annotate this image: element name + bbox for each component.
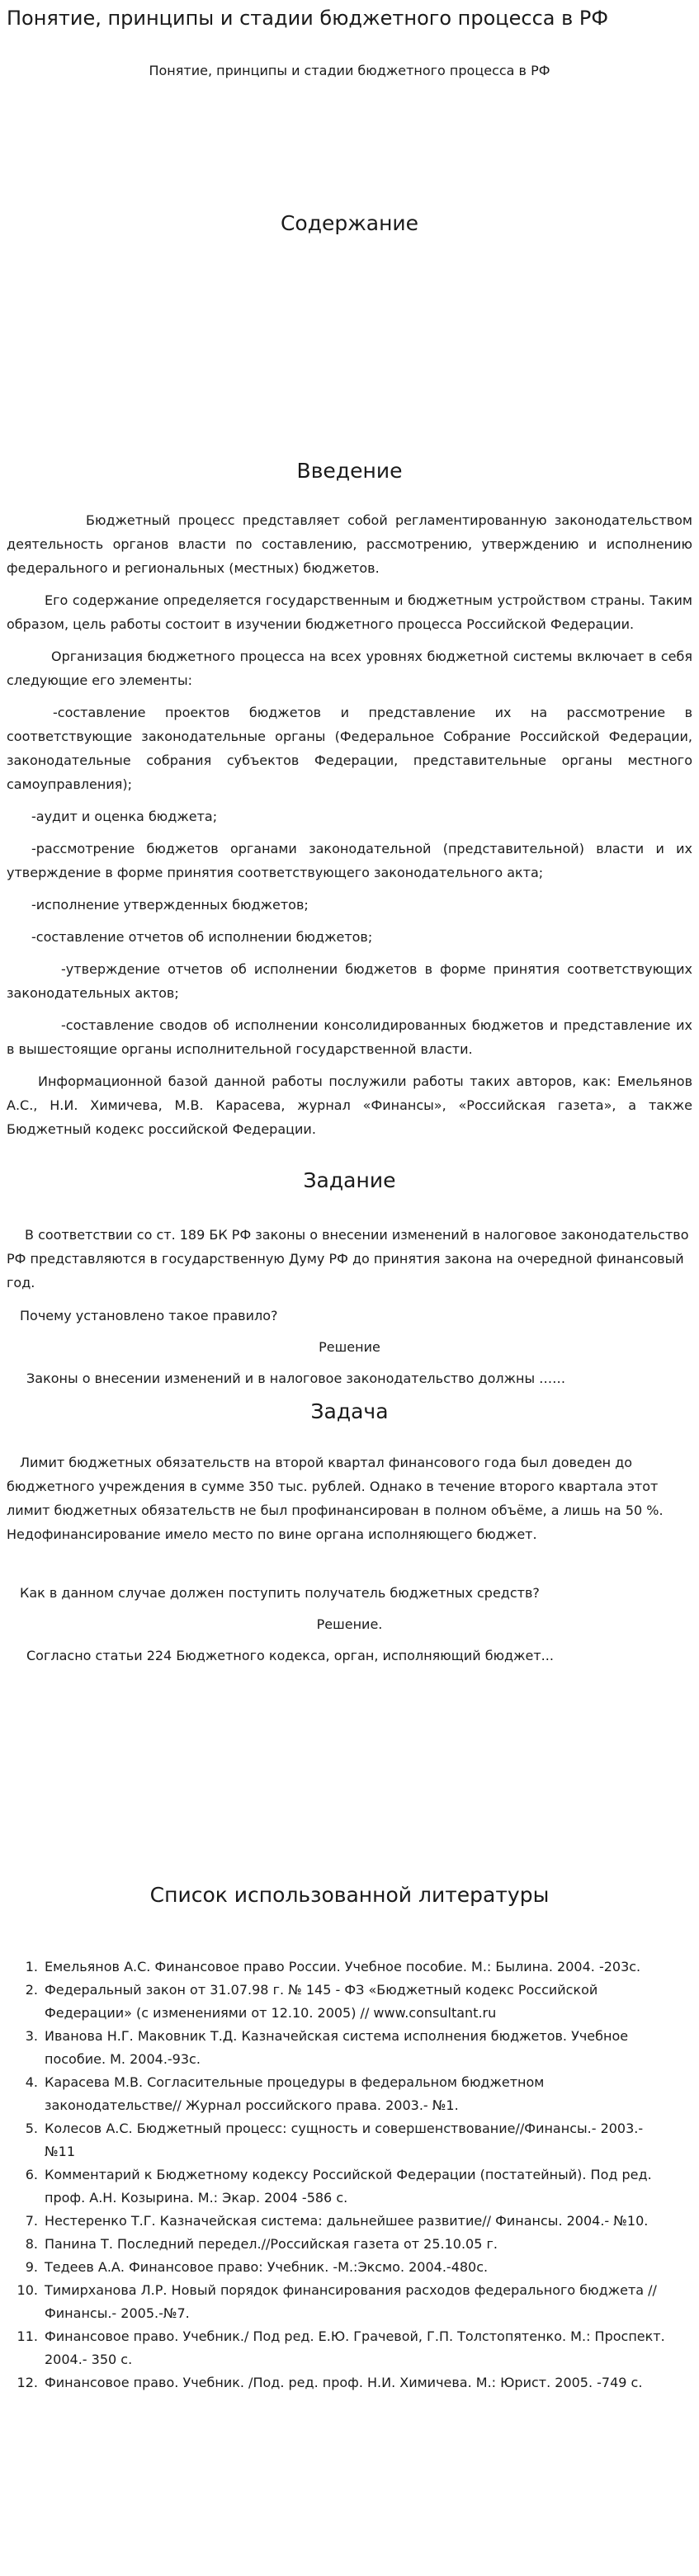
intro-list-item: -аудит и оценка бюджета; bbox=[31, 809, 218, 824]
problem-heading: Задача bbox=[310, 1399, 389, 1423]
reference-item: 7. Нестеренко Т.Г. Казначейская система: дальнейшее развитие// Финансы. 2004.- №10. bbox=[25, 2213, 649, 2229]
intro-paragraph: Его содержание определяется государственным и бюджетным устройством страны. Таким образом, цель работы состоит в изучении бюджетного процесса Российской Федерации. bbox=[7, 592, 692, 632]
reference-item: 10. Тимирханова Л.Р. Новый порядок финансирования расходов федерального бюджета //Финансы.- 2005.-№7. bbox=[17, 2282, 657, 2321]
references-heading: Список использованной литературы bbox=[149, 1883, 550, 1907]
intro-list-item: -составление проектов бюджетов и представление их на рассмотрение в соответствующие законодательные органы (Федеральное Собрание Российской Федерации, законодательные собрания субъектов Федерации, представительные органы местного самоуправления); bbox=[7, 705, 692, 792]
intro-list-item: -рассмотрение бюджетов органами законодательной (представительной) власти и их утверждение в форме принятия соответствующего законодательного акта; bbox=[7, 841, 692, 880]
task-solution-label: Решение bbox=[319, 1339, 380, 1355]
reference-item: 11. Финансовое право. Учебник./ Под ред. Е.Ю. Грачевой, Г.П. Толстопятенко. М.: Проспект. 2004.- 350 с. bbox=[17, 2328, 665, 2367]
reference-item: 9. Тедеев А.А. Финансовое право: Учебник. -М.:Эксмо. 2004.-480с. bbox=[25, 2259, 489, 2275]
problem-text: Лимит бюджетных обязательств на второй квартал финансового года был доведен до бюджетного учреждения в сумме 350 тыс. рублей. Однако в течение второго квартала этот лимит бюджетных обязательств не был профинансирован в полном объёме, а лишь на 50 %. Недофинансирование имело место по вине органа исполняющего бюджет. bbox=[7, 1455, 664, 1542]
task-answer: Законы о внесении изменений и в налоговое законодательство должны …… bbox=[26, 1371, 566, 1386]
intro-paragraph: Бюджетный процесс представляет собой регламентированную законодательством деятельность органов власти по составлению, рассмотрению, утверждению и исполнению федерального и региональных (местных) бюджетов. bbox=[7, 512, 692, 576]
reference-item: 4. Карасева М.В. Согласительные процедуры в федеральном бюджетном законодательстве// Журнал российского права. 2003.- №1. bbox=[25, 2074, 545, 2113]
problem-solution-label: Решение. bbox=[316, 1616, 383, 1632]
reference-item: 3. Иванова Н.Г. Маковник Т.Д. Казначейская система исполнения бюджетов. Учебное пособие. М. 2004.-93с. bbox=[25, 2028, 629, 2067]
reference-item: 1. Емельянов А.С. Финансовое право России. Учебное пособие. М.: Былина. 2004. -203с. bbox=[25, 1959, 641, 1974]
contents-heading: Содержание bbox=[280, 211, 419, 235]
reference-item: 2. Федеральный закон от 31.07.98 г. № 145 - ФЗ «Бюджетный кодекс Российской Федерации» (с изменениями от 12.10. 2005) // www.consultant.ru bbox=[25, 1982, 598, 2021]
document-subtitle: Понятие, принципы и стадии бюджетного процесса в РФ bbox=[149, 63, 550, 78]
reference-item: 6. Комментарий к Бюджетному кодексу Российской Федерации (постатейный). Под ред. проф. А.Н. Козырина. М.: Экар. 2004 -586 с. bbox=[25, 2167, 652, 2206]
reference-item: 12. Финансовое право. Учебник. /Под. ред. проф. Н.И. Химичева. М.: Юрист. 2005. -749 с. bbox=[17, 2375, 643, 2390]
problem-question: Как в данном случае должен поступить получатель бюджетных средств? bbox=[20, 1585, 540, 1601]
page-title: Понятие, принципы и стадии бюджетного процесса в РФ bbox=[7, 7, 609, 30]
references-list bbox=[0, 1956, 699, 2394]
task-question: Почему установлено такое правило? bbox=[20, 1308, 278, 1323]
intro-paragraph: Информационной базой данной работы послужили работы таких авторов, как: Емельянов А.С., Н.И. Химичева, М.В. Карасева, журнал «Финансы», «Российская газета», а также Бюджетный кодекс российской Федерации. bbox=[7, 1073, 692, 1137]
reference-item: 5. Колесов А.С. Бюджетный процесс: сущность и совершенствование//Финансы.- 2003.- №11 bbox=[25, 2121, 644, 2159]
intro-body bbox=[7, 508, 692, 1149]
problem-answer: Согласно статьи 224 Бюджетного кодекса, орган, исполняющий бюджет... bbox=[26, 1648, 554, 1663]
task-text: В соответствии со ст. 189 БК РФ законы о внесении изменений в налоговое законодательство РФ представляются в государственную Думу РФ до принятия закона на очередной финансовый год. bbox=[7, 1227, 689, 1290]
intro-list-item: -исполнение утвержденных бюджетов; bbox=[31, 897, 309, 913]
intro-list-item: -составление сводов об исполнении консолидированных бюджетов и представление их в вышестоящие органы исполнительной государственной власти. bbox=[7, 1017, 692, 1057]
intro-list-item: -утверждение отчетов об исполнении бюджетов в форме принятия соответствующих законодательных актов; bbox=[7, 961, 692, 1001]
task-heading: Задание bbox=[303, 1168, 396, 1192]
intro-paragraph: Организация бюджетного процесса на всех уровнях бюджетной системы включает в себя следующие его элементы: bbox=[7, 649, 692, 688]
intro-list-item: -составление отчетов об исполнении бюджетов; bbox=[31, 929, 373, 945]
reference-item: 8. Панина Т. Последний передел.//Российская газета от 25.10.05 г. bbox=[25, 2236, 498, 2252]
intro-heading: Введение bbox=[296, 459, 403, 483]
